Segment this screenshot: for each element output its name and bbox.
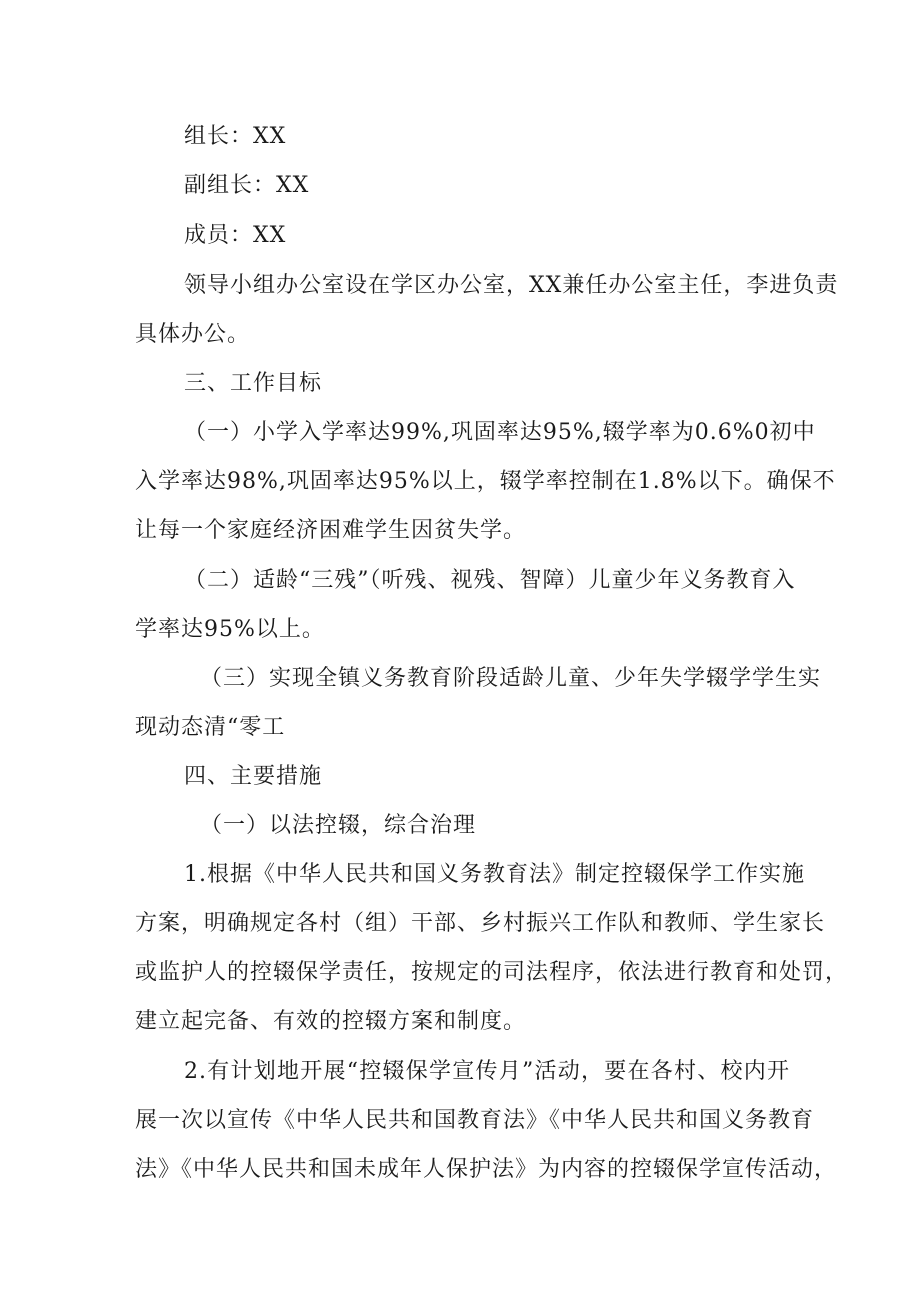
goal-2-line: （二）适龄“三残”（听残、视残、智障）儿童少年义务教育入 [184,568,796,593]
item-2-line: 展一次以宣传《中华人民共和国教育法》《中华人民共和国义务教育 [135,1108,815,1133]
deputy-leader-line: 副组长：XX [184,173,310,198]
section-3-heading: 三、工作目标 [184,371,323,396]
goal-3-line: （三）实现全镇义务教育阶段适龄儿童、少年失学辍学学生实 [200,666,822,691]
measure-1-heading: （一）以法控辍，综合治理 [200,813,477,838]
goal-1-line: 入学率达98%,巩固率达95%以上，辍学率控制在1.8%以下。确保不 [135,469,836,494]
item-2-line: 2.有计划地开展“控辍保学宣传月”活动，要在各村、校内开 [184,1059,790,1084]
office-paragraph-line: 领导小组办公室设在学区办公室，XX兼任办公室主任，李进负责 [184,273,839,298]
office-paragraph-line: 具体办公。 [135,322,251,347]
item-1-line: 或监护人的控辍保学责任，按规定的司法程序，依法进行教育和处罚， [135,960,849,985]
section-4-heading: 四、主要措施 [184,764,323,789]
goal-1-line: 让每一个家庭经济困难学生因贫失学。 [135,518,527,543]
item-1-line: 1.根据《中华人民共和国义务教育法》制定控辍保学工作实施 [184,862,805,887]
goal-2-line: 学率达95%以上。 [135,617,325,642]
item-2-line: 法》《中华人民共和国未成年人保护法》为内容的控辍保学宣传活动， [135,1157,838,1182]
goal-3-line: 现动态清“零工 [135,715,286,740]
item-1-line: 建立起完备、有效的控辍方案和制度。 [135,1009,527,1034]
item-1-line: 方案，明确规定各村（组）干部、乡村振兴工作队和教师、学生家长 [135,911,826,936]
leader-line: 组长：XX [184,124,287,149]
goal-1-line: （一）小学入学率达99%,巩固率达95%,辍学率为0.6%0初中 [184,420,816,445]
members-line: 成员：XX [184,223,287,248]
